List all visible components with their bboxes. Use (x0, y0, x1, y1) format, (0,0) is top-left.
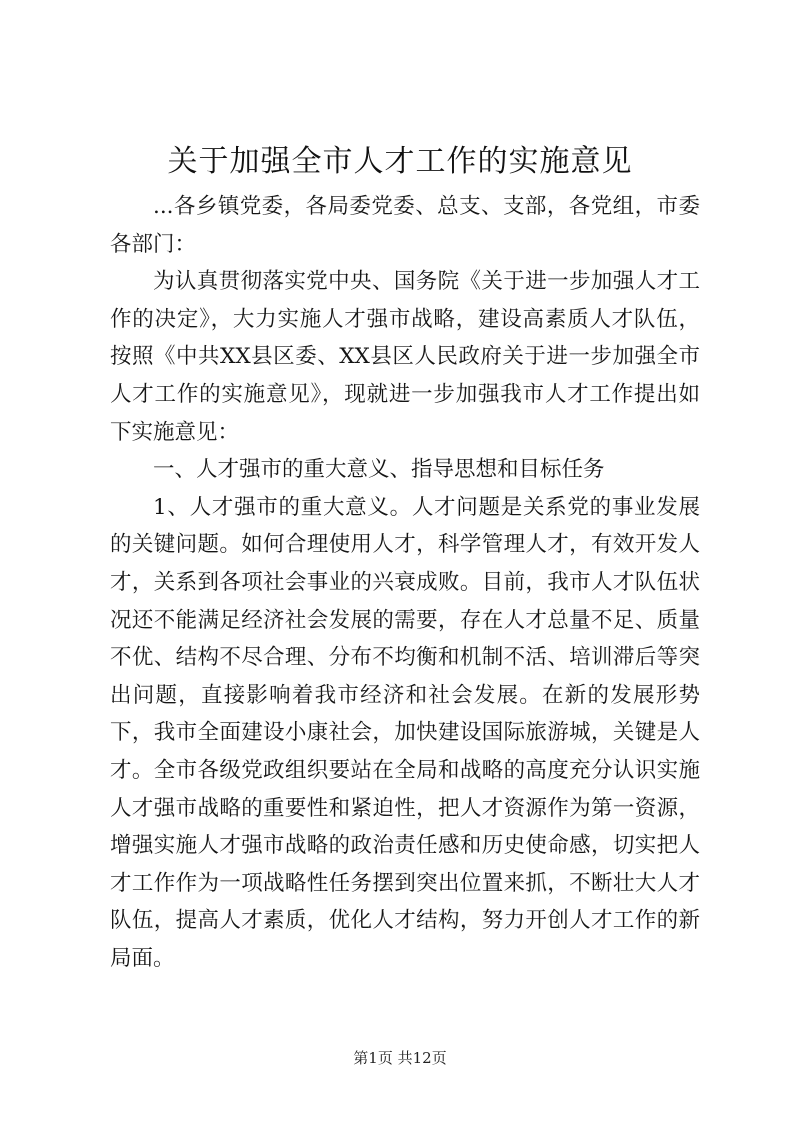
section-heading: 一、人才强市的重大意义、指导思想和目标任务 (153, 457, 605, 483)
document-body (110, 188, 700, 977)
document-title: 关于加强全市人才工作的实施意见 (167, 144, 633, 179)
page-number-footer: 第1页 共12页 (353, 1049, 447, 1067)
intro-paragraph: 为认真贯彻落实党中央、国务院《关于进一步加强人才工作的决定》，大力实施人才强市战略，建设高素质人才队伍，按照《中共XX县区委、XX县区人民政府关于进一步加强全市人才工作的实施意见》，现就进一步加强我市人才工作提出如下实施意见： (110, 269, 700, 445)
body-paragraph: 1、人才强市的重大意义。人才问题是关系党的事业发展的关键问题。如何合理使用人才，科学管理人才，有效开发人才，关系到各项社会事业的兴衰成败。目前，我市人才队伍状况还不能满足经济社会发展的需要，存在人才总量不足、质量不优、结构不尽合理、分布不均衡和机制不活、培训滞后等突出问题，直接影响着我市经济和社会发展。在新的发展形势下，我市全面建设小康社会，加快建设国际旅游城，关键是人才。全市各级党政组织要站在全局和战略的高度充分认识实施人才强市战略的重要性和紧迫性，把人才资源作为第一资源，增强实施人才强市战略的政治责任感和历史使命感，切实把人才工作作为一项战略性任务摆到突出位置来抓，不断壮大人才队伍，提高人才素质，优化人才结构，努力开创人才工作的新局面。 (110, 494, 700, 971)
salutation-paragraph: ...各乡镇党委，各局委党委、总支、支部，各党组，市委各部门： (110, 194, 700, 257)
